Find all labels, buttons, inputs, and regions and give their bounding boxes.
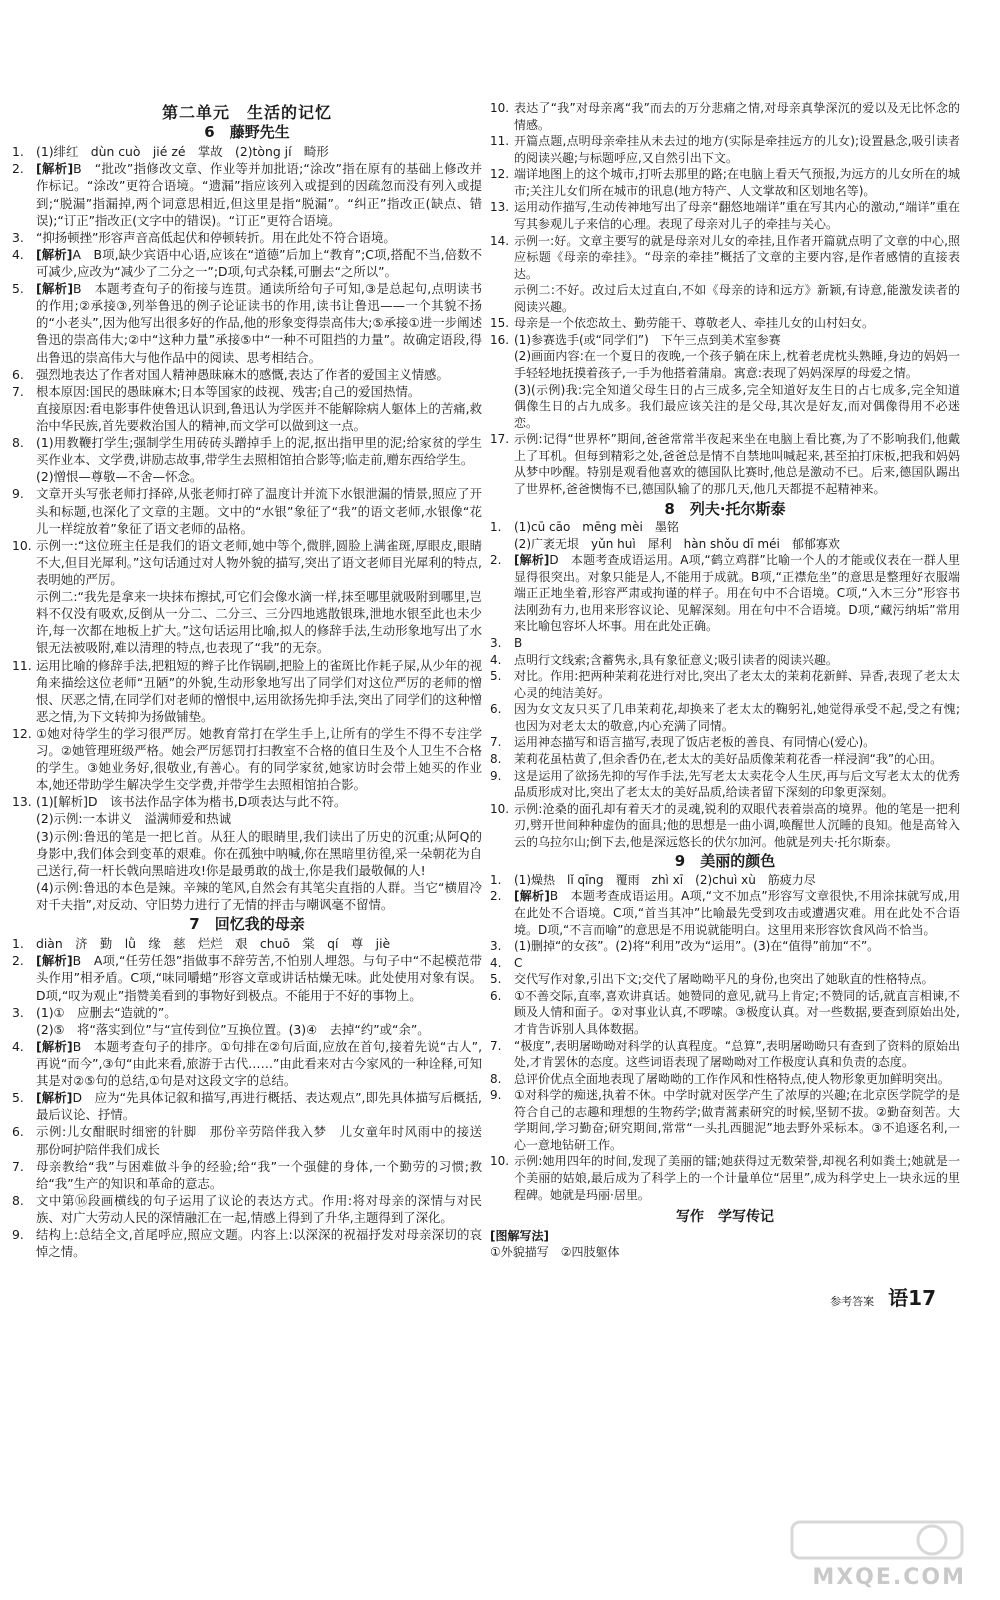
answer-item	[490, 552, 960, 635]
answer-number: 1.	[490, 872, 502, 887]
answer-number: 10.	[490, 1154, 510, 1169]
answer-item	[12, 657, 482, 725]
answer-text	[514, 751, 960, 768]
answer-body: 运用动作描写,生动传神地写出了母亲“翻悠地端详”重在写其内心的激动,“端详”重在写其参观儿子来信的心理。表现了母亲对儿子的牵挂与关心。	[514, 200, 960, 231]
answer-text	[36, 366, 482, 383]
answer-number: 5.	[490, 972, 502, 987]
answer-body: 示例一:“这位班主任是我们的语文老师,她中等个,微胖,圆脸上满雀斑,厚眼皮,眼睛不大,但目光犀利。”这句话通过对人物外貌的描写,突出了语文老师目光犀利的特点,表明她的严厉。	[36, 537, 482, 587]
answer-body: 对比。作用:把两种茉莉花进行对比,突出了老太太的茉莉花新鲜、异香,表现了老太太心灵的纯洁美好。	[514, 669, 960, 700]
answer-item	[490, 431, 960, 497]
lesson-title: 8 列夫·托尔斯泰	[664, 499, 786, 518]
answer-item	[490, 1071, 960, 1088]
answer-text	[514, 872, 960, 889]
answer-text	[36, 485, 482, 536]
answer-sub-line: (3)(示例)我:完全知道父母生日的占三成多,完全知道好友生日的占七成多,完全知道偶像生日的占九成多。我们最应该关注的是父母,其次是好友,而对偶像得用不必迷恋。	[514, 382, 960, 430]
answer-item	[12, 366, 482, 383]
answer-body: B 本题考查句子的排序。①句排在②句后面,应放在首句,接着先说“古人”,再说“而今”,③句“由此来看,旅游于古代……”由此看来对古今家风的一种诠释,可知其是对②⑤句的总结,①句是对这段文字的总结。	[36, 1038, 483, 1089]
answer-item	[490, 233, 960, 283]
answer-number: 11.	[490, 134, 510, 149]
answer-sub-line: (2)⑤ 将“落实到位”与“宣传到位”互换位置。(3)④ 去掉“约”或“余”。	[36, 1021, 430, 1037]
analysis-label: [解析]	[36, 953, 73, 969]
answer-text	[514, 166, 960, 199]
answer-number: 5.	[12, 1090, 24, 1106]
unit-title: 第二单元 生活的记忆	[161, 103, 332, 122]
answer-text	[514, 955, 960, 972]
answer-text	[36, 935, 482, 952]
answer-item	[490, 801, 960, 851]
answer-body: 示例:沧桑的面孔却有着天才的灵魂,锐利的双眼代表着崇高的境界。他的笔是一把利刃,劈开世间种种虚伪的面具;他的思想是一曲小调,唤醒世人沉睡的良知。他是高耸入云的乌拉尔山;倒下去,他是深远悠长的伏尔加河。他就是列夫·托尔斯泰。	[514, 801, 960, 849]
answer-body: D 应为“先具体记叙和描写,再进行概括、表达观点”,即先具体描写后概括,最后议论、抒情。	[36, 1090, 482, 1123]
answer-item	[490, 971, 960, 988]
answer-number: 10.	[12, 537, 32, 553]
answer-sub-line: (4)示例:鲁迅的本色是辣。辛辣的笔风,自然会有其笔尖直指的人群。当它“横眉冷对千夫指”,对反动、守旧势力进行了无情的抨击与嘲讽毫不留情。	[36, 879, 482, 913]
answer-text	[514, 1038, 960, 1071]
answer-item	[12, 1089, 482, 1123]
answer-text	[514, 801, 960, 851]
analysis-label: [解析]	[36, 246, 73, 262]
answer-number: 7.	[490, 1038, 502, 1053]
answer-body: 点明行文线索;含蓄隽永,具有象征意义;吸引读者的阅读兴趣。	[514, 652, 838, 667]
answer-item	[490, 133, 960, 166]
answer-number: 6.	[490, 988, 502, 1003]
lesson-title: 9 美丽的颜色	[674, 852, 776, 871]
analysis-label: [解析]	[36, 1038, 73, 1054]
answer-body: D 本题考查成语运用。A项,“鹤立鸡群”比喻一个人的才能或仪表在一群人里显得很突出。对象只能是人,不能用于成就。B项,“正襟危坐”的意思是整理好衣服端端正正地坐着,形容严肃或拘谨的样子。用在句中不合语境。C项,“入木三分”形容书法刚劲有力,也用来形容议论、见解深刻。用在句中不合语境。D项,“藏污纳垢”常用来比喻包容坏人坏事。用在此处正确。	[514, 553, 960, 634]
answer-item	[490, 988, 960, 1038]
answer-text	[36, 246, 482, 280]
lesson-title: 7 回忆我的母亲	[189, 915, 305, 934]
lesson-title: 6 藤野先生	[204, 123, 290, 142]
answer-body: (1)删掉“的女孩”。(2)将“利用”改为“运用”。(3)在“值得”前加“不”。	[514, 939, 880, 954]
answer-body: A B项,缺少宾语中心语,应该在“道德”后加上“教育”;C项,搭配不当,倍数不可减少,应改为“减少了二分之一”;D项,句式杂糅,可删去“之所以”。	[36, 246, 483, 279]
page-number: 语17	[888, 1286, 936, 1310]
answer-number: 10.	[490, 101, 510, 115]
answer-text	[514, 734, 960, 751]
method-text: ①外貌描写 ②四肢躯体	[490, 1245, 620, 1260]
answer-sub-line: 示例二:不好。改过后太过直白,不如《母亲的诗和远方》新颖,有诗意,能激发读者的阅读兴趣。	[514, 283, 960, 314]
answer-body: 这是运用了欲扬先抑的写作手法,先写老太太卖花令人生厌,再与后文写老太太的优秀品质形成对比,突出了老太太的美好品质,给读者留下深刻的印象更深刻。	[514, 768, 960, 800]
answer-item	[490, 734, 960, 751]
answer-text	[36, 1004, 482, 1021]
answer-text	[514, 768, 960, 801]
answer-text	[36, 1038, 482, 1089]
answer-number: 9.	[12, 1227, 24, 1243]
answer-body: B A项,“任劳任怨”指做事不辞劳苦,不怕别人埋怨。与句子中“不起模范带头作用”相矛盾。C项,“味同嚼蜡”形容文章或讲话枯燥无味。此处使用对象有误。D项,“叹为观止”指赞美看到的事物好到极点。不能用于不好的事物上。	[36, 953, 482, 1003]
answer-body: 总评价优点全面地表现了屠呦呦的工作作风和性格特点,使人物形象更加鲜明突出。	[514, 1071, 950, 1086]
answer-text	[514, 668, 960, 701]
analysis-label: [解析]	[36, 161, 74, 177]
answer-item	[12, 160, 482, 228]
answer-body: B 本题考查句子的衔接与连贯。通读所给句子可知,③是总起句,点明读书的作用;②承接③,列举鲁迅的例子论证读书的作用,读书让鲁迅——一个其貌不扬的“小老头”,因为他写出很多好的作品,他的形象变得崇高伟大;⑤承接①进一步阐述鲁迅的崇高伟大;②中“这种力量”承接⑤中“一种不可阻挡的力量”。故确定语段,得出鲁迅的崇高伟大与他作品中的阅读、思考相结合。	[36, 281, 482, 365]
method-label: [图解写法]	[490, 1228, 549, 1243]
answer-text	[514, 988, 960, 1038]
answer-item	[12, 1226, 482, 1260]
answer-text	[514, 332, 960, 349]
answer-number: 16.	[490, 332, 510, 347]
answer-number: 13.	[12, 794, 32, 810]
answer-body: 交代写作对象,引出下文;交代了屠呦呦平凡的身份,也突出了她耿直的性格特点。	[514, 972, 934, 987]
answer-sub-line: (2)广袤无垠 yǔn huì 犀利 hàn shǒu dī méi 郁郁寡欢	[514, 536, 840, 551]
answer-text	[514, 635, 960, 652]
answer-number: 8.	[490, 1071, 502, 1086]
answer-number: 1.	[12, 144, 24, 160]
answer-body: 文中第⑯段画横线的句子运用了议论的表达方式。作用:将对母亲的深情与对民族、对广大劳动人民的深情融汇在一起,情感上得到了升华,主题得到了深化。	[36, 1192, 482, 1225]
answer-item	[490, 955, 960, 972]
answer-item	[12, 1158, 482, 1192]
right-column	[490, 100, 960, 1261]
answer-text	[36, 160, 482, 228]
writing-method	[490, 1228, 960, 1261]
answer-body: 端详地图上的这个城市,打听去那里的路;在电脑上看天气预报,为远方的儿女所在的城市;关注儿女们所在城市的讯息(地方特产、人文掌故和区划地名等)。	[514, 167, 960, 198]
answer-number: 4.	[12, 1038, 24, 1054]
answer-body: ①不善交际,直率,喜欢讲真话。她赞同的意见,就马上肯定;不赞同的话,就直言相谏,不顾及人情和面子。②对事业认真,不啰嗦。③极度认真。对一些数据,要查到原始出处,才肯告诉别人具体数据。	[514, 988, 960, 1036]
answer-item	[12, 143, 482, 160]
answer-item	[490, 100, 960, 133]
answer-number: 5.	[490, 669, 502, 684]
answer-body: 因为女文友只买了几串茉莉花,却换来了老太太的鞠躬礼,她觉得承受不起,受之有愧;也因为对老太太的敬意,内心充满了同情。	[514, 702, 960, 733]
answer-item	[12, 246, 482, 280]
answer-number: 2.	[490, 553, 502, 568]
answer-sub-line: 直接原因:看电影事件使鲁迅认识到,鲁迅认为学医并不能解除病人躯体上的苦痛,救治中华民族,首先要救治国人的精神,而文学可以做到这一点。	[36, 400, 482, 433]
answer-text	[36, 1089, 482, 1123]
answer-body: (1)cū cāo mēng mèi 墨铭	[514, 520, 679, 535]
answer-item	[490, 652, 960, 669]
answer-body: 根本原因:国民的愚昧麻木;日本等国家的歧视、残害;自己的爱国热情。	[36, 383, 421, 399]
answer-item	[490, 701, 960, 734]
answer-text	[36, 1158, 482, 1192]
answer-number: 3.	[490, 939, 502, 954]
answer-sub-line: (2)示例:一本讲义 溢满师爱和热诚	[36, 811, 232, 827]
answer-body: 示例:儿女酣眠时细密的针脚 那份辛劳陪伴我入梦 儿女童年时风雨中的接送 那份呵护陪伴我们成长	[36, 1124, 495, 1157]
answer-text	[514, 888, 960, 938]
answer-number: 6.	[490, 702, 502, 717]
answer-text	[514, 701, 960, 734]
answer-number: 9.	[490, 768, 502, 783]
answer-item	[490, 1087, 960, 1153]
answer-item	[490, 519, 960, 536]
answer-text	[514, 315, 960, 332]
answer-item	[12, 1038, 482, 1089]
answer-sub-line: (3)示例:鲁迅的笔是一把匕首。从狂人的眼睛里,我们读出了历史的沉重;从阿Q的身影中,我们体会到变革的艰难。你在孤独中呐喊,你在黑暗里彷徨,采一朵朝花为自己送行,荷一杆长戟向黑暗进攻!你是最勇敢的战士,你是我们最敬佩的人!	[36, 828, 482, 878]
answer-number: 8.	[12, 1192, 24, 1208]
analysis-label: [解析]	[514, 889, 550, 904]
left-column	[12, 100, 495, 1260]
answer-item	[12, 725, 482, 793]
answer-body: 母亲是一个依恋故土、勤劳能干、尊敬老人、牵挂儿女的山村妇女。	[514, 316, 875, 331]
answer-number: 17.	[490, 432, 510, 447]
answer-body: 母亲教给“我”与困难做斗争的经验;给“我”一个强健的身体,一个勤劳的习惯;教给“我”生产的知识和革命的意志。	[36, 1158, 482, 1191]
answer-number: 3.	[490, 636, 502, 650]
answer-number: 7.	[12, 383, 24, 399]
answer-number: 10.	[490, 801, 510, 816]
answer-item	[490, 635, 960, 652]
answer-number: 14.	[490, 233, 510, 248]
answer-body: diàn 济 勤 lǜ 缘 慈 烂烂 艰 chuō 棠 qí 尊 jiè	[36, 936, 391, 952]
answer-body: ①她对待学生的学习很严厉。她教育常打在学生手上,让所有的学生不得不专注学习。②她管理班级严格。她会严厉惩罚打扫教室不合格的值日生及个人卫生不合格的学生。③她业务好,很敬业,有善心。有的同学家贫,她家访时会带上她买的作业本,她还带助学生解决学生交学费,并带学生去照相馆拍合影。	[36, 725, 482, 793]
answer-number: 6.	[12, 1124, 24, 1140]
answer-text	[514, 971, 960, 988]
analysis-label: [解析]	[514, 553, 550, 568]
answer-number: 1.	[490, 520, 502, 535]
answer-text	[514, 519, 960, 536]
answer-item	[12, 229, 482, 246]
answer-body: 示例一:好。文章主要写的就是母亲对儿女的牵挂,且作者开篇就点明了文章的中心,照应标题《母亲的牵挂》。“母亲的牵挂”概括了文章的主要内容,是作者感情的直接表达。	[514, 233, 960, 281]
answer-item	[490, 751, 960, 768]
answer-number: 2.	[12, 161, 24, 177]
answer-item	[490, 315, 960, 332]
answer-text	[36, 657, 482, 725]
answer-body: (1)[解析]D 该书法作品字体为楷书,D项表达与此不符。	[36, 794, 347, 810]
answer-body: “极度”,表明屠呦呦对科学的认真程度。“总算”,表明屠呦呦只有查到了资料的原始出处,才肯罢休的态度。这些词语表现了屠呦呦对工作极度认真和负责的态度。	[514, 1038, 960, 1070]
answer-text	[36, 1226, 482, 1260]
answer-item	[490, 668, 960, 701]
writing-title: 写作 学写传记	[676, 1209, 774, 1226]
answer-number: 12.	[12, 725, 32, 741]
answer-body: B 本题考查成语运用。A项,“文不加点”形容写文章很快,不用涂抹就写成,用在此处不合语境。C项,“首当其冲”比喻最先受到攻击或遭遇灾难。用在此处不合语境。D项,“不言而喻”的意思是不用说就能明白。这里用来形容饮食风尚不恰当。	[514, 889, 960, 937]
answer-body: 示例:她用四年的时间,发现了美丽的镭;她获得过无数荣誉,却视名利如粪土;她就是一个美丽的姑娘,最后成为了科学上的一个计量单位“居里”,成为科学史上一块永远的里程碑。她就是玛丽·居里。	[514, 1154, 960, 1202]
answer-body: B	[514, 636, 523, 650]
answer-text	[36, 1192, 482, 1226]
answer-body: (1)用教鞭打学生;强制学生用砖砖头蹭掉手上的泥,抠出指甲里的泥;给家贫的学生买作业本、文学费,讲励志故事,带学生去照相馆拍合影等;临走前,赠东西给学生。	[36, 435, 482, 468]
answer-number: 3.	[12, 1004, 24, 1020]
answer-item	[12, 935, 482, 952]
answer-item	[12, 280, 482, 366]
answer-number: 4.	[12, 246, 24, 262]
answer-item	[490, 166, 960, 199]
analysis-label: [解析]	[36, 1090, 73, 1106]
answer-number: 15.	[490, 316, 510, 331]
answer-number: 6.	[12, 366, 24, 382]
answer-text	[36, 280, 482, 366]
answer-number: 2.	[12, 953, 24, 969]
answer-text	[36, 434, 482, 468]
answer-text	[514, 233, 960, 283]
answer-text	[514, 100, 960, 133]
answer-item	[490, 768, 960, 801]
answer-item	[490, 938, 960, 955]
answer-text	[514, 431, 960, 497]
answer-number: 7.	[12, 1158, 24, 1174]
answer-text	[36, 537, 482, 588]
answer-number: 13.	[490, 200, 510, 215]
answer-body: 结构上:总结全文,首尾呼应,照应文题。内容上:以深深的祝福抒发对母亲深切的哀悼之情。	[36, 1227, 482, 1260]
answer-number: 2.	[490, 889, 502, 904]
answer-text	[514, 1071, 960, 1088]
answer-item	[12, 793, 482, 810]
answer-number: 3.	[12, 229, 24, 245]
answer-sub-line: (2)画面内容:在一个夏日的夜晚,一个孩子躺在床上,枕着老虎枕头熟睡,身边的妈妈一手轻轻地抚摸着孩子,一手为他搭着蒲扇。寓意:表现了妈妈深厚的母爱之情。	[514, 349, 960, 380]
answer-text	[514, 133, 960, 166]
answer-item	[12, 434, 482, 468]
answer-item	[12, 485, 482, 536]
answer-item	[490, 332, 960, 349]
answer-body: 开篇点题,点明母亲牵挂从未去过的地方(实际是牵挂远方的儿女);设置悬念,吸引读者的阅读兴趣;与标题呼应,又自然引出下文。	[514, 134, 960, 165]
analysis-label: [解析]	[36, 281, 73, 297]
page-footer	[830, 1282, 936, 1311]
answer-item	[490, 1038, 960, 1071]
answer-text	[36, 1123, 495, 1157]
answer-item	[12, 1004, 482, 1021]
answer-body: ①对科学的痴迷,执着不休。中学时就对医学产生了浓厚的兴趣;在北京医学院学的是符合自己的志趣和理想的生物药学;做青蒿素研究的时候,坚韧不拔。②勤奋刻苦。大学期间,学习勤奋;研究期间,常常“一头扎西腿泥”地去野外采标本。③不追逐名利,一心一意地钻研工作。	[514, 1088, 960, 1152]
answer-body: C	[514, 955, 523, 970]
answer-body: 茉莉花虽枯黄了,但余香仍在,老太太的美好品质像茉莉花香一样浸润“我”的心田。	[514, 751, 943, 766]
answer-number: 9.	[12, 486, 24, 502]
answer-text	[36, 793, 482, 810]
answer-item	[490, 888, 960, 938]
footer-label: 参考答案	[830, 1295, 875, 1308]
answer-item	[12, 1192, 482, 1226]
answer-text	[514, 552, 960, 635]
answer-number: 1.	[12, 936, 24, 952]
answer-number: 4.	[490, 955, 502, 970]
answer-number: 9.	[490, 1088, 502, 1103]
answer-text	[514, 652, 960, 669]
watermark-text: MXQE.COM	[812, 1565, 966, 1590]
answer-item	[12, 537, 482, 588]
answer-body: (1)燥热 lǐ qīng 覆雨 zhì xī (2)chuì xù 筋疲力尽	[514, 872, 816, 887]
answer-body: 运用比喻的修辞手法,把粗短的辫子比作锅刷,把脸上的雀斑比作耗子屎,从少年的视角来描绘这位老师“丑陋”的外貌,生动形象地写出了同学们对这位严厉的老师的憎恨、厌恶之情,在同学们对老师的憎恨中,运用欲扬先抑手法,突出了同学们的这种憎恶之情,为下文转抑为扬做铺垫。	[36, 657, 482, 724]
answer-number: 4.	[490, 652, 502, 667]
answer-text	[36, 952, 482, 1003]
answer-item	[490, 1153, 960, 1203]
answer-body: (1)参赛选手(或“同学们”) 下午三点到美术室参赛	[514, 332, 781, 347]
answer-body: 强烈地表达了作者对国人精神愚昧麻木的感慨,表达了作者的爱国主义情感。	[36, 366, 449, 382]
answer-text	[514, 1153, 960, 1203]
answer-number: 7.	[490, 735, 502, 750]
answer-body: B “批改”指修改文章、作业等并加批语;“涂改”指在原有的基础上修改并作标记。“涂改”更符合语境。“遗漏”指应该列入或提到的因疏忽而没有列入或提到;“脱漏”指漏掉,两个词意思相近,但这里是指“脱漏”。“纠正”指改正(缺点、错误);“订正”指改正(文字中的错误)。“订正”更符合语境。	[36, 161, 482, 228]
answer-item	[490, 199, 960, 232]
answer-text	[36, 143, 482, 160]
answer-text	[514, 199, 960, 232]
answer-sub-line: 示例二:“我先是拿来一块抹布擦拭,可它们会像水滴一样,抹至哪里就吸附到哪里,岂料不仅没有吸欢,反倒从一分二、二分三、三分四地逃散银珠,泄地水银至此也未少许,每一次都在地板上扩大。”这句话运用比喻,拟人的修辞手法,生动形象地写出了水银无法被吸附,难以清理的特点,也表现了“我”的无奈。	[36, 589, 482, 656]
answer-number: 5.	[12, 281, 24, 297]
answer-text	[514, 938, 960, 955]
answer-body: (1)绯红 dùn cuò jié zé 掌故 (2)tòng jí 畸形	[36, 144, 329, 160]
answer-item	[12, 952, 482, 1003]
answer-body: 示例:记得“世界杯”期间,爸爸常常半夜起来坐在电脑上看比赛,为了不影响我们,他戴上了耳机。但每到精彩之处,爸爸总是情不自禁地叫喊起来,甚至拍打床板,把我和妈妈从梦中吵醒。特别是观看他喜欢的德国队比赛时,他总是激动不已。后来,德国队踢出了世界杯,爸爸懊悔不已,德国队输了的那几天,他几天都提不起精神来。	[514, 432, 960, 496]
answer-number: 8.	[12, 435, 24, 451]
answer-body: 文章开头写张老师打择碎,从张老师打碎了温度计并流下水银泄漏的情景,照应了开头和标题,也深化了文章的主题。文中的“水银”象征了“我”的语文老师,水银像“花儿一样绽放着”象征了语文老师的品格。	[36, 486, 482, 536]
answer-item	[490, 872, 960, 889]
answer-body: 运用神态描写和语言描写,表现了饭店老板的善良、有同情心(爱心)。	[514, 735, 876, 750]
answer-number: 11.	[12, 657, 32, 673]
answer-text	[36, 725, 482, 793]
answer-text	[36, 229, 482, 246]
answer-item	[12, 1123, 495, 1157]
answer-body: (1)① 应删去“造就的”。	[36, 1004, 177, 1020]
answer-text	[36, 383, 482, 400]
answer-body: 表达了“我”对母亲离“我”而去的万分悲痛之情,对母亲真挚深沉的爱以及无比怀念的情感。	[514, 101, 960, 132]
answer-number: 12.	[490, 167, 510, 182]
answer-text	[514, 1087, 960, 1153]
answer-body: “抑扬顿挫”形容声音高低起伏和停顿转折。用在此处不符合语境。	[36, 229, 396, 245]
answer-sub-line: (2)憎恨—尊敬—不舍—怀念。	[36, 469, 203, 485]
answer-item	[12, 383, 482, 400]
answer-number: 8.	[490, 751, 502, 766]
